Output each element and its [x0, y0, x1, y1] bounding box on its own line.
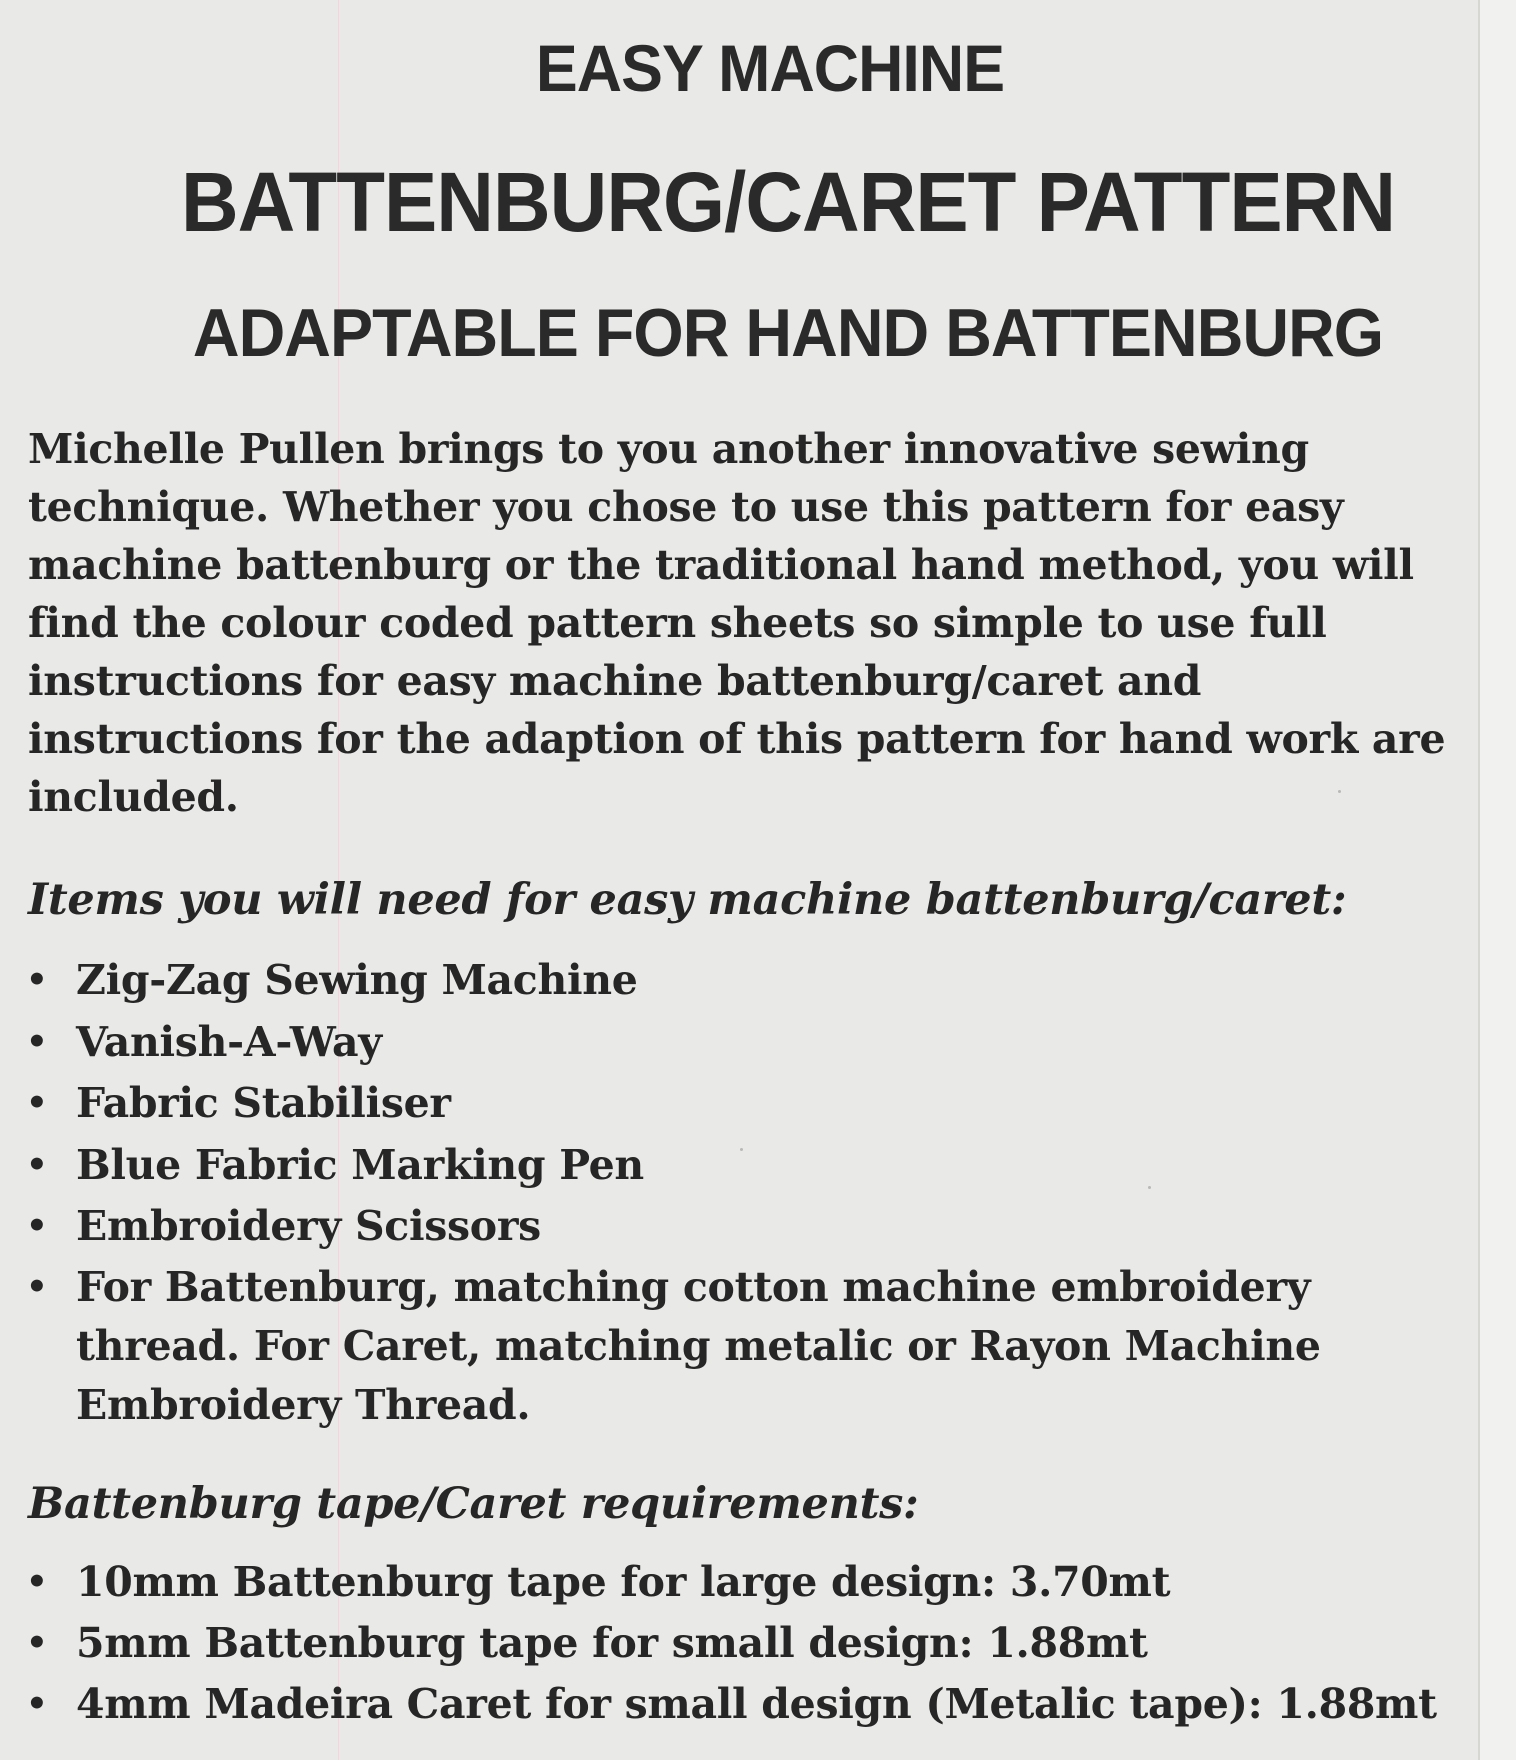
list-item — [0, 1073, 1480, 1135]
items-heading: Items you will need for easy machine battenburg/caret: — [28, 875, 1347, 925]
bullet-icon: • — [26, 1266, 48, 1307]
item-text: Embroidery Scissors — [76, 1202, 541, 1250]
bullet-icon: • — [26, 1562, 48, 1602]
title-adaptable: ADAPTABLE FOR HAND BATTENBURG — [192, 295, 1384, 371]
paper-speck — [1338, 790, 1341, 793]
list-item — [0, 1258, 1480, 1435]
list-item — [0, 950, 1480, 1012]
bullet-icon: • — [26, 1144, 48, 1185]
list-item — [0, 1613, 1480, 1674]
paper-speck — [1148, 1186, 1151, 1189]
title-pattern: BATTENBURG/CARET PATTERN — [180, 155, 1396, 249]
list-item — [0, 1196, 1480, 1258]
item-text: For Battenburg, matching cotton machine embroidery thread. For Caret, matching metalic or Rayon Machine Embroidery Thread. — [76, 1262, 1321, 1429]
bullet-icon: • — [26, 1684, 48, 1724]
list-item — [0, 1674, 1480, 1735]
paper-speck — [740, 1148, 743, 1151]
list-item — [0, 1552, 1480, 1613]
title-easy-machine: EASY MACHINE — [535, 31, 1005, 105]
item-text: Blue Fabric Marking Pen — [76, 1140, 644, 1189]
tape-heading: Battenburg tape/Caret requirements: — [28, 1479, 919, 1529]
page-edge — [1478, 0, 1516, 1760]
bullet-icon: • — [26, 1083, 48, 1123]
bullet-icon: • — [26, 1206, 48, 1246]
bullet-icon: • — [26, 1021, 48, 1062]
intro-paragraph: Michelle Pullen brings to you another innovative sewing technique. Whether you chose to use this pattern for easy machine battenburg or the traditional hand method, you will find the colour coded pattern sheets so simple to use full instructions for easy machine battenburg/caret and instructions for the adaption of this pattern for hand work are included. — [28, 425, 1446, 821]
item-text: 10mm Battenburg tape for large design: 3.70mt — [76, 1558, 1171, 1606]
bullet-icon: • — [26, 1623, 48, 1663]
item-text: Vanish-A-Way — [76, 1017, 382, 1066]
item-text: 5mm Battenburg tape for small design: 1.88mt — [76, 1619, 1148, 1667]
list-item — [0, 1135, 1480, 1197]
item-text: Zig-Zag Sewing Machine — [76, 956, 638, 1004]
item-text: 4mm Madeira Caret for small design (Metalic tape): 1.88mt — [76, 1680, 1437, 1728]
tape-list — [0, 1552, 1480, 1735]
items-list — [0, 950, 1480, 1435]
list-item — [0, 1012, 1480, 1074]
item-text: Fabric Stabiliser — [76, 1079, 451, 1127]
bullet-icon: • — [26, 960, 48, 1000]
